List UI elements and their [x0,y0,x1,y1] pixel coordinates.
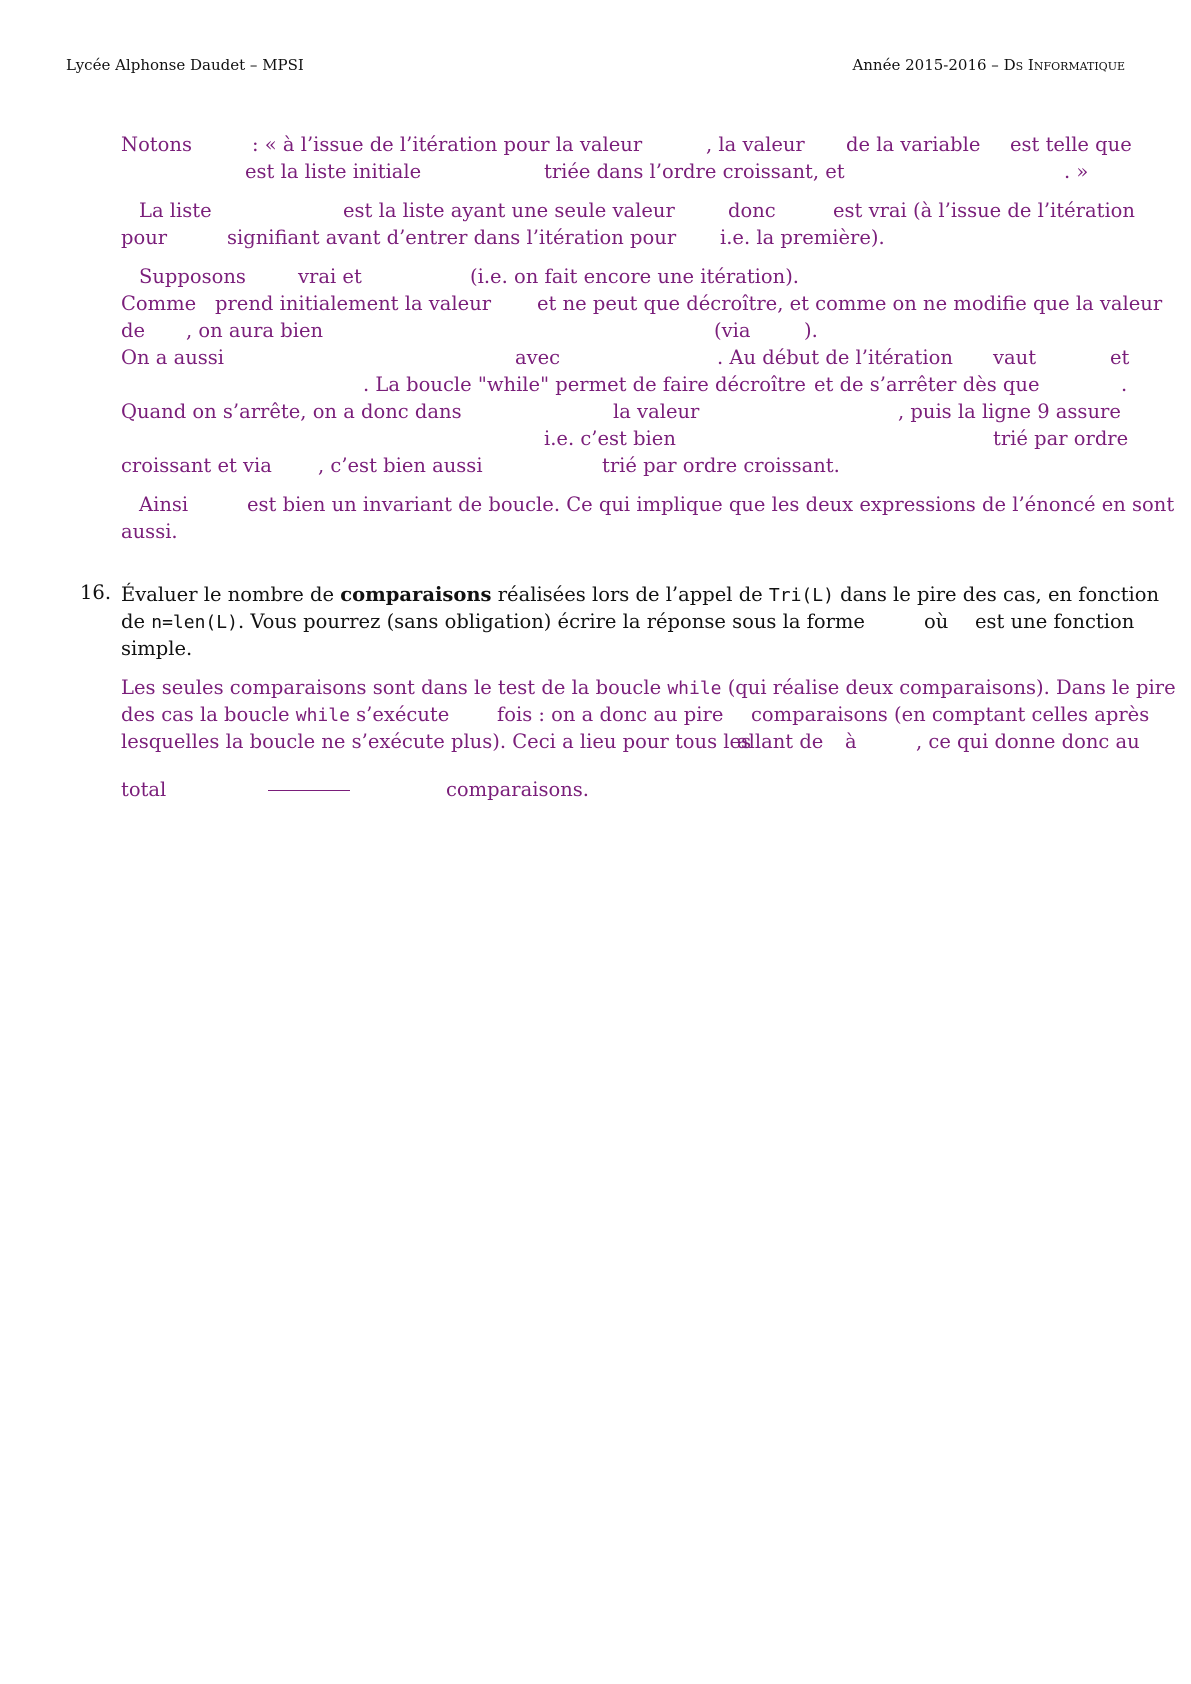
text-fragment: fois : on a donc au pire [497,703,724,726]
text-fragment: et ne peut que décroître, et comme on ne modifie que la valeur [537,292,1163,315]
text-fragment: prend initialement la valeur [215,292,492,315]
text-fragment: aussi. [121,520,178,543]
text-fragment: avec [515,346,561,369]
text-fragment: i.e. c’est bien [544,427,676,450]
text-fragment: et de s’arrêter dès que [814,373,1040,396]
text-fragment: de [121,319,146,342]
text-fragment: donc [728,199,776,222]
text-fragment: est vrai (à l’issue de l’itération [833,199,1135,222]
text-fragment: est la liste ayant une seule valeur [343,199,675,222]
header-left: Lycée Alphonse Daudet – MPSI [66,56,304,74]
text-fragment: . [1121,373,1128,396]
question-line: simple. [121,637,193,660]
text-fragment: La liste [139,199,212,222]
text-fragment: vaut [993,346,1037,369]
text-fragment: , c’est bien aussi [318,454,483,477]
answer-line: des cas la boucle while s’exécute [121,703,450,726]
text-fragment: Ainsi [139,493,189,516]
text-fragment: vrai et [298,265,362,288]
text-fragment: où [924,610,949,633]
text-fragment: i.e. la première). [720,226,885,249]
text-fragment: total [121,778,167,801]
question-line: de n=len(L). Vous pourrez (sans obligation) écrire la réponse sous la forme [121,610,865,633]
answer-line: Les seules comparaisons sont dans le test de la boucle while (qui réalise deux comparaisons). Dans le pire [121,676,1176,699]
text-fragment: trié par ordre croissant. [602,454,840,477]
text-fragment: est bien un invariant de boucle. Ce qui implique que les deux expressions de l’énoncé en sont [247,493,1175,516]
text-fragment: croissant et via [121,454,272,477]
question-number: 16. [80,581,112,604]
text-fragment: (i.e. on fait encore une itération). [470,265,800,288]
text-fragment: . La boucle "while" permet de faire décroître [363,373,806,396]
question-line: Évaluer le nombre de comparaisons réalisées lors de l’appel de Tri(L) dans le pire des cas, en fonction [121,583,1160,606]
text-fragment: On a aussi [121,346,225,369]
text-fragment: , la valeur [706,133,805,156]
text-fragment: signifiant avant d’entrer dans l’itération pour [227,226,677,249]
text-fragment: (via [714,319,751,342]
text-fragment: Supposons [139,265,246,288]
text-fragment: est telle que [1010,133,1132,156]
header-course: Ds Informatique [1003,56,1125,74]
text-fragment: allant de [737,730,824,753]
text-fragment: trié par ordre [993,427,1129,450]
text-fragment: de la variable [846,133,981,156]
text-fragment: est une fonction [975,610,1135,633]
text-fragment: comparaisons (en comptant celles après [751,703,1150,726]
text-fragment: pour [121,226,168,249]
text-fragment: ). [804,319,818,342]
text-fragment: et [1110,346,1130,369]
text-fragment: , on aura bien [186,319,324,342]
text-fragment: est la liste initiale [245,160,422,183]
text-fragment: . » [1064,160,1089,183]
text-fragment: Comme [121,292,197,315]
text-fragment: à [845,730,857,753]
text-fragment: , puis la ligne 9 assure [898,400,1121,423]
header-right: Année 2015-2016 – Ds Informatique [852,56,1125,74]
text-fragment: lesquelles la boucle ne s’exécute plus). Ceci a lieu pour tous les [121,730,752,753]
fraction-bar [268,790,350,791]
text-fragment: Quand on s’arrête, on a donc dans [121,400,462,423]
text-fragment: . Au début de l’itération [717,346,953,369]
text-fragment: comparaisons. [446,778,589,801]
text-fragment: la valeur [613,400,700,423]
text-fragment: : « à l’issue de l’itération pour la valeur [252,133,643,156]
text-fragment: Notons [121,133,192,156]
text-fragment: , ce qui donne donc au [916,730,1140,753]
text-fragment: triée dans l’ordre croissant, et [544,160,845,183]
